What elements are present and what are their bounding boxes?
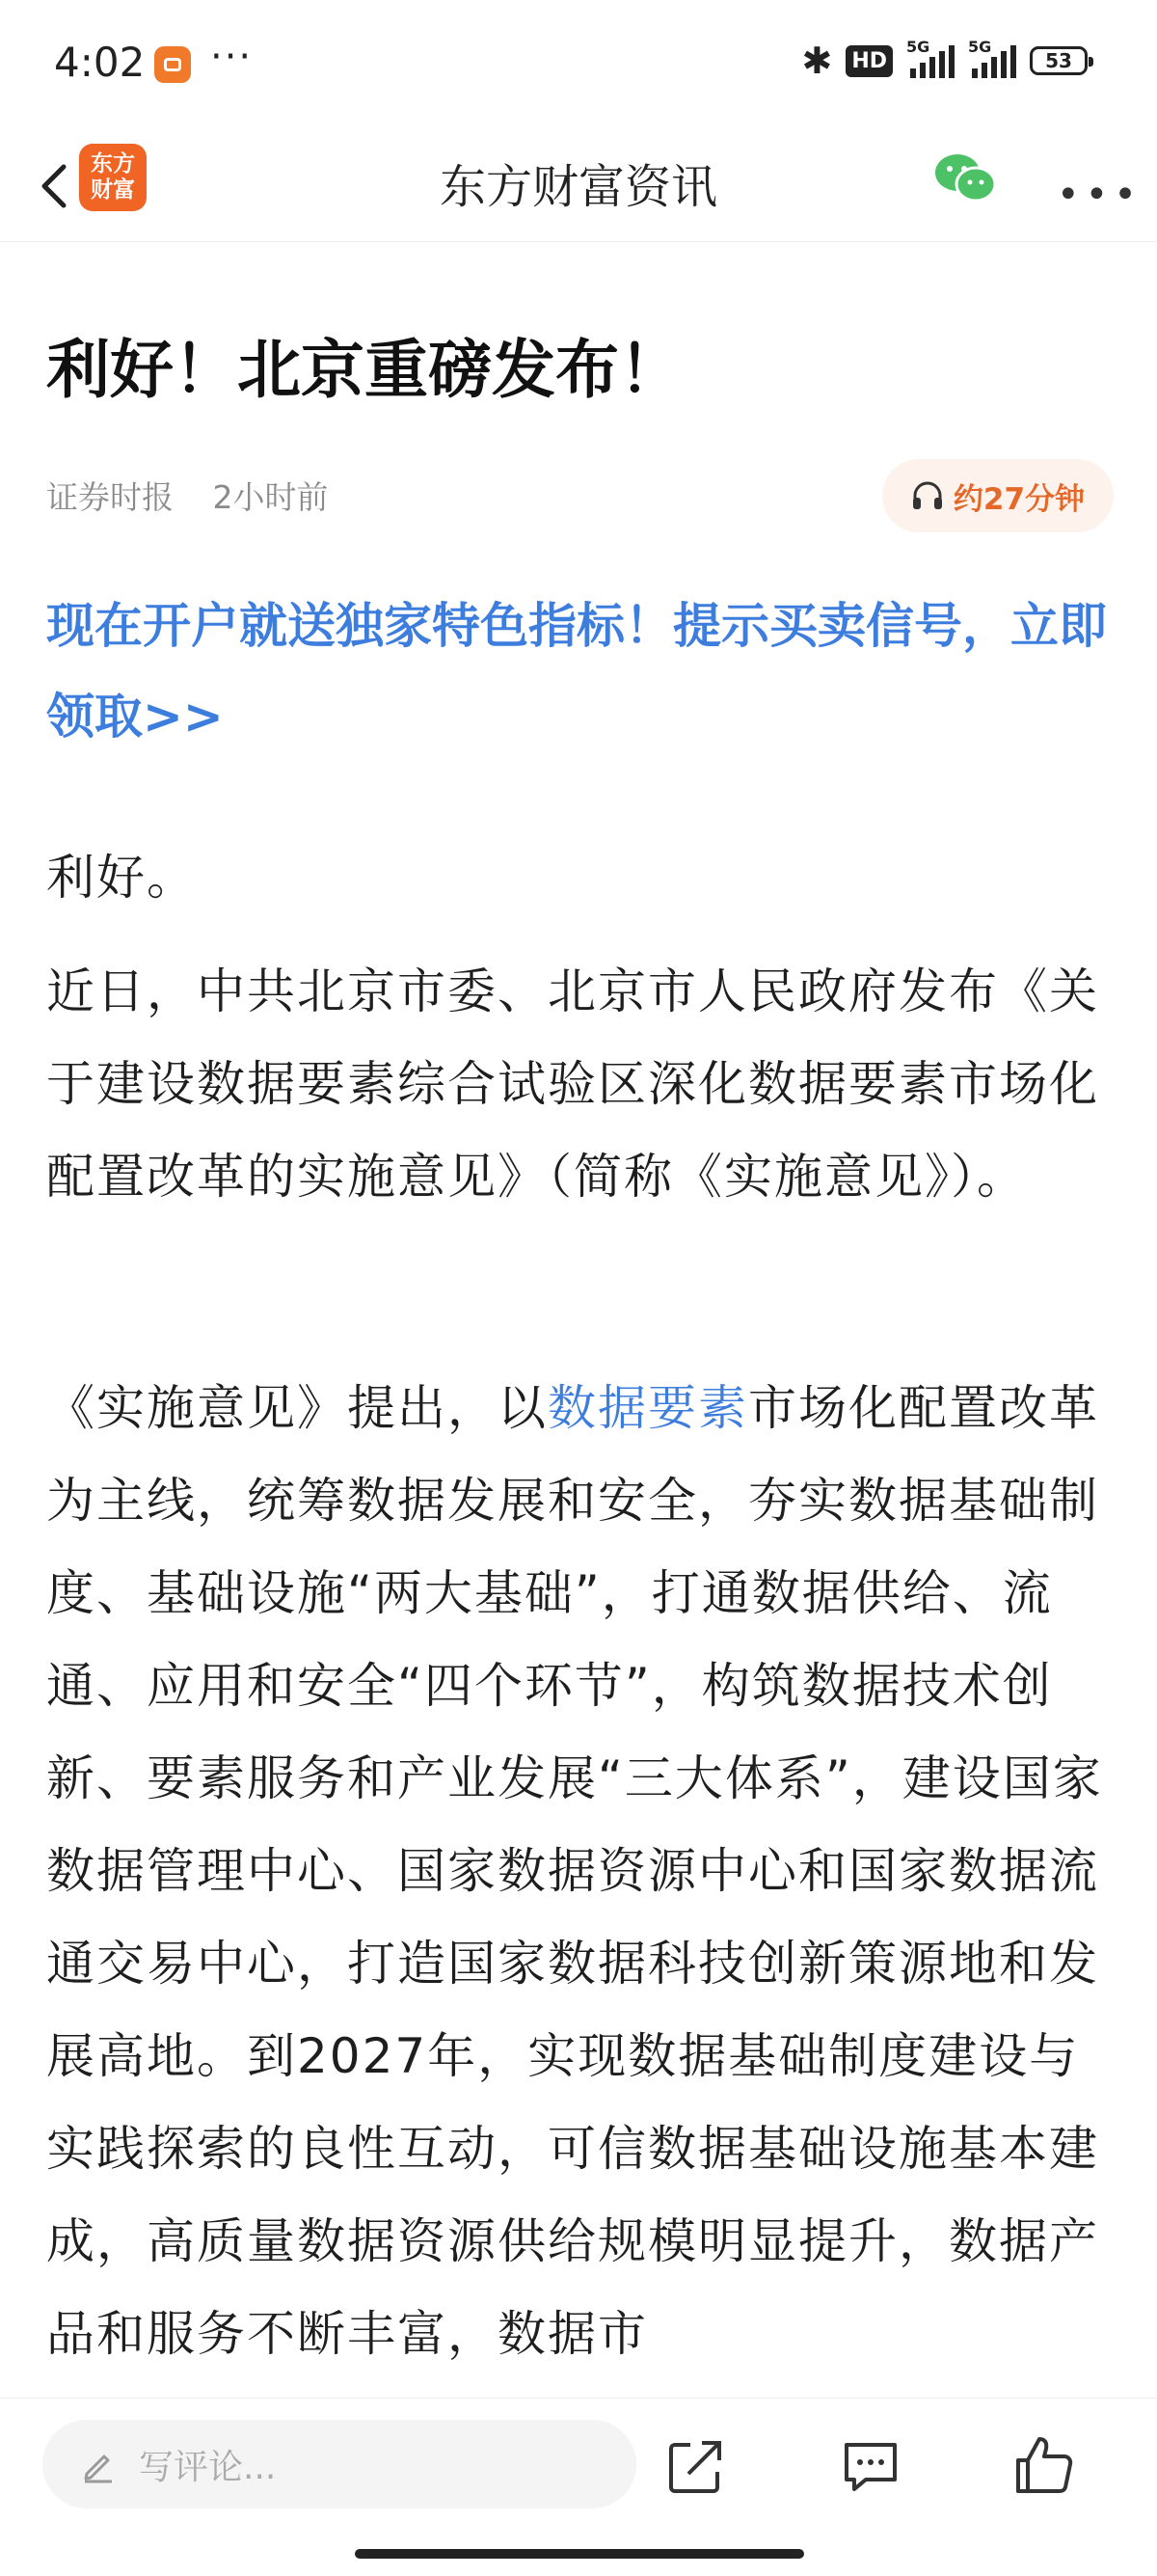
article-source[interactable]: 证券时报 (46, 478, 174, 516)
pencil-icon (79, 2445, 118, 2483)
logo-text-line1: 东方 (91, 151, 135, 176)
promo-link[interactable]: 现在开户就送独家特色指标！提示买卖信号，立即领取>> (46, 598, 1107, 745)
signal-label-sim1: 5G (906, 38, 930, 56)
comment-input[interactable] (42, 2420, 636, 2508)
wechat-share-icon[interactable] (933, 151, 997, 205)
status-bar (0, 0, 1157, 130)
hd-voice-badge: HD (846, 45, 893, 77)
signal-icon-sim2 (968, 38, 1016, 78)
status-more-notifications: ··· (210, 35, 254, 79)
status-icons (801, 38, 1088, 82)
article-paragraph-3 (46, 1362, 1120, 2380)
battery-icon: 53 (1030, 46, 1088, 75)
article-paragraph-2: 近日，中共北京市委、北京市人民政府发布《关于建设数据要素综合试验区深化数据要素市场化配置改革的实施意见》（简称《实施意见》）。 (46, 963, 1099, 1205)
logo-text-line2: 财富 (91, 177, 135, 203)
bluetooth-icon: ✱ (801, 40, 833, 82)
status-time: 4:02 (54, 39, 146, 86)
bottom-action-bar (0, 2398, 1157, 2576)
data-elements-link[interactable]: 数据要素 (548, 1380, 748, 1436)
audio-duration: 约27分钟 (953, 481, 1086, 517)
page-title: 东方财富资讯 (439, 160, 717, 214)
like-thumbs-up-icon[interactable] (1012, 2433, 1076, 2497)
article-time: 2小时前 (212, 478, 329, 516)
article-meta (46, 473, 329, 518)
share-icon[interactable] (665, 2437, 725, 2497)
more-options-icon[interactable]: ••• (1057, 173, 1143, 217)
article-title: 利好！北京重磅发布！ (46, 333, 683, 407)
notification-app-icon (154, 46, 191, 83)
paragraph-3-text-rest: 市场化配置改革为主线，统筹数据发展和安全，夯实数据基础制度、基础设施“两大基础”，打通数据供给、流通、应用和安全“四个环节”，构筑数据技术创新、要素服务和产业发展“三大体系”，建设国家数据管理中心、国家数据资源中心和国家数据流通交易中心，打造国家数据科技创新策源地和发展高地。到2027年，实现数据基础制度建设与实践探索的良性互动，可信数据基础设施基本建成，高质量数据资源供给规模明显提升，数据产品和服务不断丰富，数据市 (46, 1380, 1103, 2362)
signal-icon-sim1 (906, 38, 955, 78)
headphones-icon (911, 480, 944, 511)
signal-label-sim2: 5G (968, 38, 992, 56)
paragraph-3-text-start: 《实施意见》提出，以 (46, 1380, 548, 1436)
home-indicator[interactable] (355, 2549, 804, 2559)
comment-placeholder: 写评论... (139, 2447, 277, 2487)
article-paragraph-1: 利好。 (46, 850, 197, 906)
nav-bar (0, 130, 1157, 242)
comments-icon[interactable] (841, 2437, 901, 2497)
listen-audio-button[interactable] (882, 459, 1114, 532)
